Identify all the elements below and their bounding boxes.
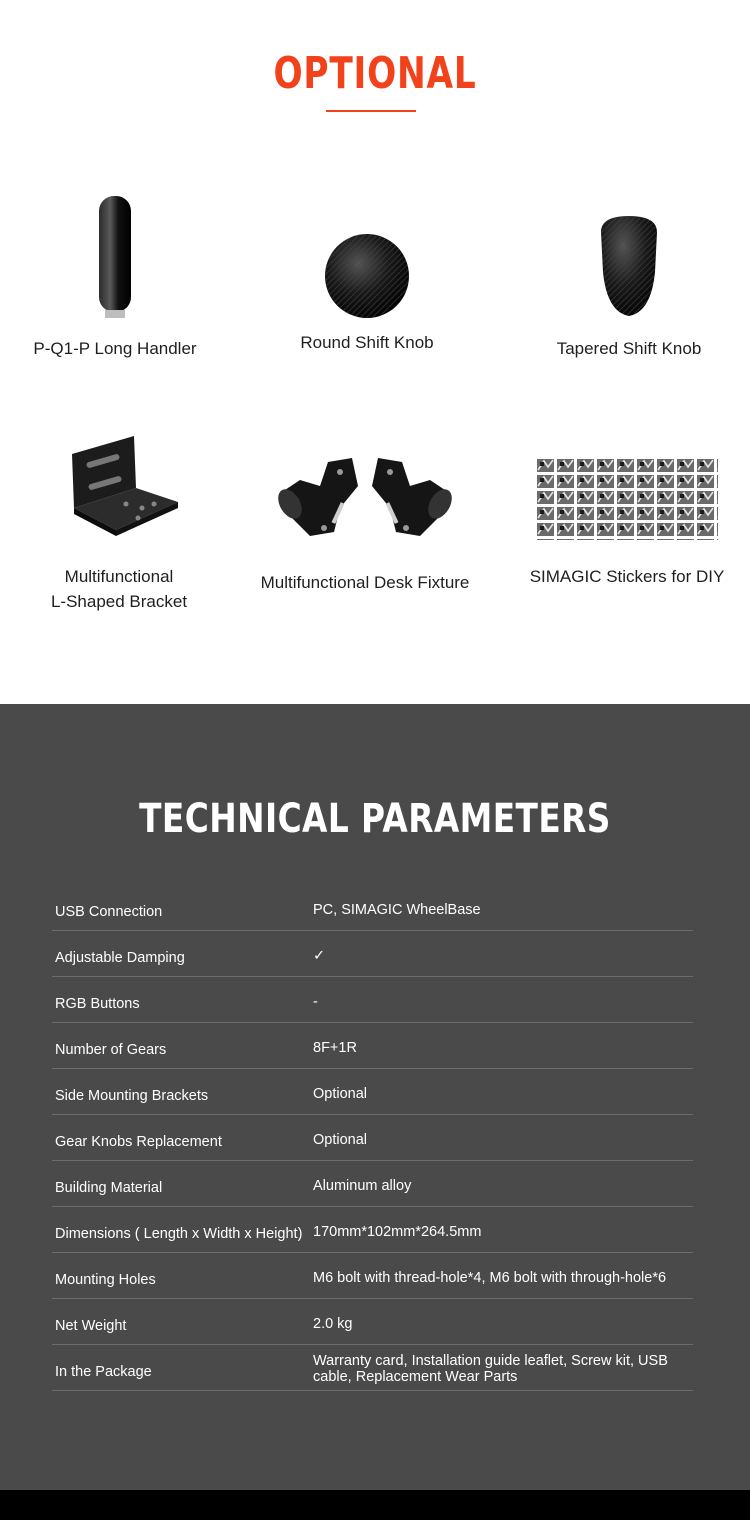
param-key: RGB Buttons — [55, 996, 140, 1012]
bracket-image — [54, 432, 184, 542]
param-value: 8F+1R — [313, 1040, 357, 1056]
tapered-knob-image — [589, 212, 669, 322]
product-long-handler — [18, 192, 212, 361]
title-underline — [326, 110, 416, 112]
product-tapered-knob — [532, 212, 726, 361]
param-key: Number of Gears — [55, 1042, 167, 1058]
param-value: 2.0 kg — [313, 1316, 353, 1332]
table-row — [52, 1345, 693, 1391]
param-key: Building Material — [55, 1180, 163, 1196]
table-row — [52, 1207, 693, 1253]
param-key: Dimensions ( Length x Width x Height) — [55, 1226, 303, 1242]
table-row — [52, 931, 693, 977]
checkmark-icon: ✓ — [313, 948, 326, 964]
param-value: - — [313, 994, 318, 1010]
table-row — [52, 1253, 693, 1299]
parameters-table — [52, 885, 693, 1391]
param-key: Adjustable Damping — [55, 950, 185, 966]
product-label: Round Shift Knob — [300, 333, 434, 352]
footer-bar — [0, 1490, 750, 1520]
param-value: Aluminum alloy — [313, 1178, 412, 1194]
param-key: Side Mounting Brackets — [55, 1088, 209, 1104]
product-label: P-Q1-P Long Handler — [33, 339, 197, 358]
param-value: M6 bolt with thread-hole*4, M6 bolt with through-hole*6 — [313, 1270, 667, 1286]
optional-title: OPTIONAL — [273, 48, 477, 99]
product-l-bracket — [22, 432, 216, 614]
long-handler-image — [85, 192, 145, 322]
desk-fixture-image — [270, 452, 460, 548]
table-row — [52, 1069, 693, 1115]
param-key: USB Connection — [55, 904, 163, 920]
param-key: In the Package — [55, 1364, 152, 1380]
param-value: Optional — [313, 1086, 368, 1102]
technical-section — [0, 704, 750, 1490]
product-label: Multifunctional Desk Fixture — [260, 573, 470, 592]
table-row — [52, 1023, 693, 1069]
table-row — [52, 977, 693, 1023]
param-value: Optional — [313, 1132, 368, 1148]
table-row — [52, 1115, 693, 1161]
param-key: Net Weight — [55, 1318, 127, 1334]
param-value: Warranty card, Installation guide leaflet, Screw kit, USB cable, Replacement Wear Parts — [313, 1353, 668, 1385]
table-row — [52, 1161, 693, 1207]
param-key: Mounting Holes — [55, 1272, 156, 1288]
param-value: PC, SIMAGIC WheelBase — [313, 902, 481, 918]
optional-section — [0, 0, 750, 704]
product-desk-fixture — [258, 452, 472, 595]
product-round-knob — [270, 230, 464, 355]
table-row — [52, 885, 693, 931]
product-stickers — [522, 458, 732, 589]
product-label: Tapered Shift Knob — [556, 339, 702, 358]
technical-title: TECHNICAL PARAMETERS — [139, 796, 611, 842]
product-label: L-Shaped Bracket — [50, 592, 188, 611]
param-value: 170mm*102mm*264.5mm — [313, 1224, 482, 1240]
param-key: Gear Knobs Replacement — [55, 1134, 222, 1150]
round-knob-image — [319, 230, 415, 322]
table-row — [52, 1299, 693, 1345]
product-label: SIMAGIC Stickers for DIY — [529, 567, 725, 586]
product-label: Multifunctional — [64, 567, 174, 586]
stickers-image — [536, 458, 718, 540]
